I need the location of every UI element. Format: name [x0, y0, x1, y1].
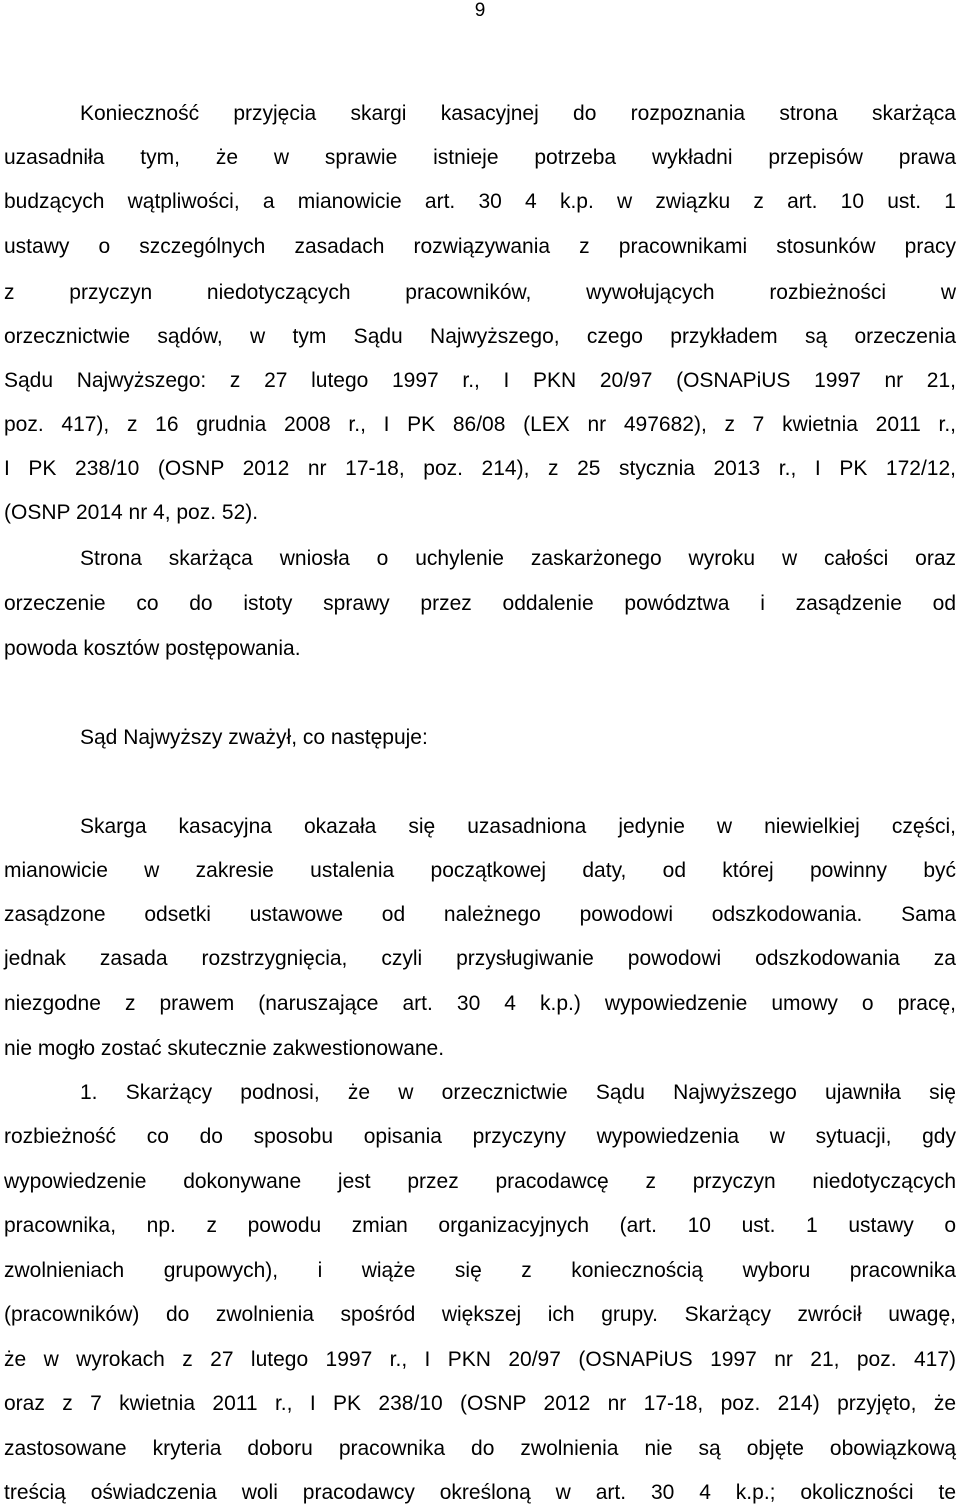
text-line: Sądu Najwyższego: z 27 lutego 1997 r., I PKN 20/97 (OSNAPiUS 1997 nr 21, [4, 369, 956, 392]
section-heading: Sąd Najwyższy zważył, co następuje: [80, 726, 428, 749]
text-line: orzeczenie co do istoty sprawy przez oddalenie powództwa i zasądzenie od [4, 592, 956, 615]
text-line: poz. 417), z 16 grudnia 2008 r., I PK 86/08 (LEX nr 497682), z 7 kwietnia 2011 r., [4, 413, 956, 436]
text-line: ustawy o szczególnych zasadach rozwiązywania z pracownikami stosunków pracy [4, 235, 956, 258]
text-line: uzasadniła tym, że w sprawie istnieje potrzeba wykładni przepisów prawa [4, 146, 956, 169]
text-line: oraz z 7 kwietnia 2011 r., I PK 238/10 (OSNP 2012 nr 17-18, poz. 214) przyjęto, że [4, 1392, 956, 1415]
text-line: I PK 238/10 (OSNP 2012 nr 17-18, poz. 214), z 25 stycznia 2013 r., I PK 172/12, [4, 457, 956, 480]
text-line: zastosowane kryteria doboru pracownika do zwolnienia nie są objęte obowiązkową [4, 1437, 956, 1460]
text-line: nie mogło zostać skutecznie zakwestionowane. [4, 1037, 445, 1060]
text-line: rozbieżność co do sposobu opisania przyczyny wypowiedzenia w sytuacji, gdy [4, 1125, 956, 1148]
text-line: treścią oświadczenia woli pracodawcy określoną w art. 30 4 k.p.; okoliczności te [4, 1481, 956, 1504]
text-line: zwolnieniach grupowych), i wiąże się z koniecznością wyboru pracownika [4, 1259, 956, 1282]
page-number: 9 [474, 0, 486, 21]
text-line: jednak zasada rozstrzygnięcia, czyli przysługiwanie powodowi odszkodowania za [4, 947, 956, 970]
text-line: powoda kosztów postępowania. [4, 637, 301, 660]
text-line: niezgodne z prawem (naruszające art. 30 4 k.p.) wypowiedzenie umowy o pracę, [4, 992, 956, 1015]
text-line: Konieczność przyjęcia skargi kasacyjnej do rozpoznania strona skarżąca [80, 102, 956, 125]
text-line: zasądzone odsetki ustawowe od należnego powodowi odszkodowania. Sama [4, 903, 956, 926]
text-line: (OSNP 2014 nr 4, poz. 52). [4, 501, 259, 524]
text-line: budzących wątpliwości, a mianowicie art. 30 4 k.p. w związku z art. 10 ust. 1 [4, 190, 956, 213]
text-line: Skarga kasacyjna okazała się uzasadniona jedynie w niewielkiej części, [80, 815, 956, 838]
text-line: 1. Skarżący podnosi, że w orzecznictwie Sądu Najwyższego ujawniła się [80, 1081, 956, 1104]
text-line: mianowicie w zakresie ustalenia początkowej daty, od której powinny być [4, 859, 956, 882]
text-line: że w wyrokach z 27 lutego 1997 r., I PKN 20/97 (OSNAPiUS 1997 nr 21, poz. 417) [4, 1348, 956, 1371]
text-line: Strona skarżąca wniosła o uchylenie zaskarżonego wyroku w całości oraz [80, 547, 956, 570]
text-line: pracownika, np. z powodu zmian organizacyjnych (art. 10 ust. 1 ustawy o [4, 1214, 956, 1237]
text-line: (pracowników) do zwolnienia spośród większej ich grupy. Skarżący zwrócił uwagę, [4, 1303, 956, 1326]
text-line: orzecznictwie sądów, w tym Sądu Najwyższego, czego przykładem są orzeczenia [4, 325, 956, 348]
text-line: wypowiedzenie dokonywane jest przez pracodawcę z przyczyn niedotyczących [4, 1170, 956, 1193]
text-line: z przyczyn niedotyczących pracowników, wywołujących rozbieżności w [4, 281, 956, 304]
